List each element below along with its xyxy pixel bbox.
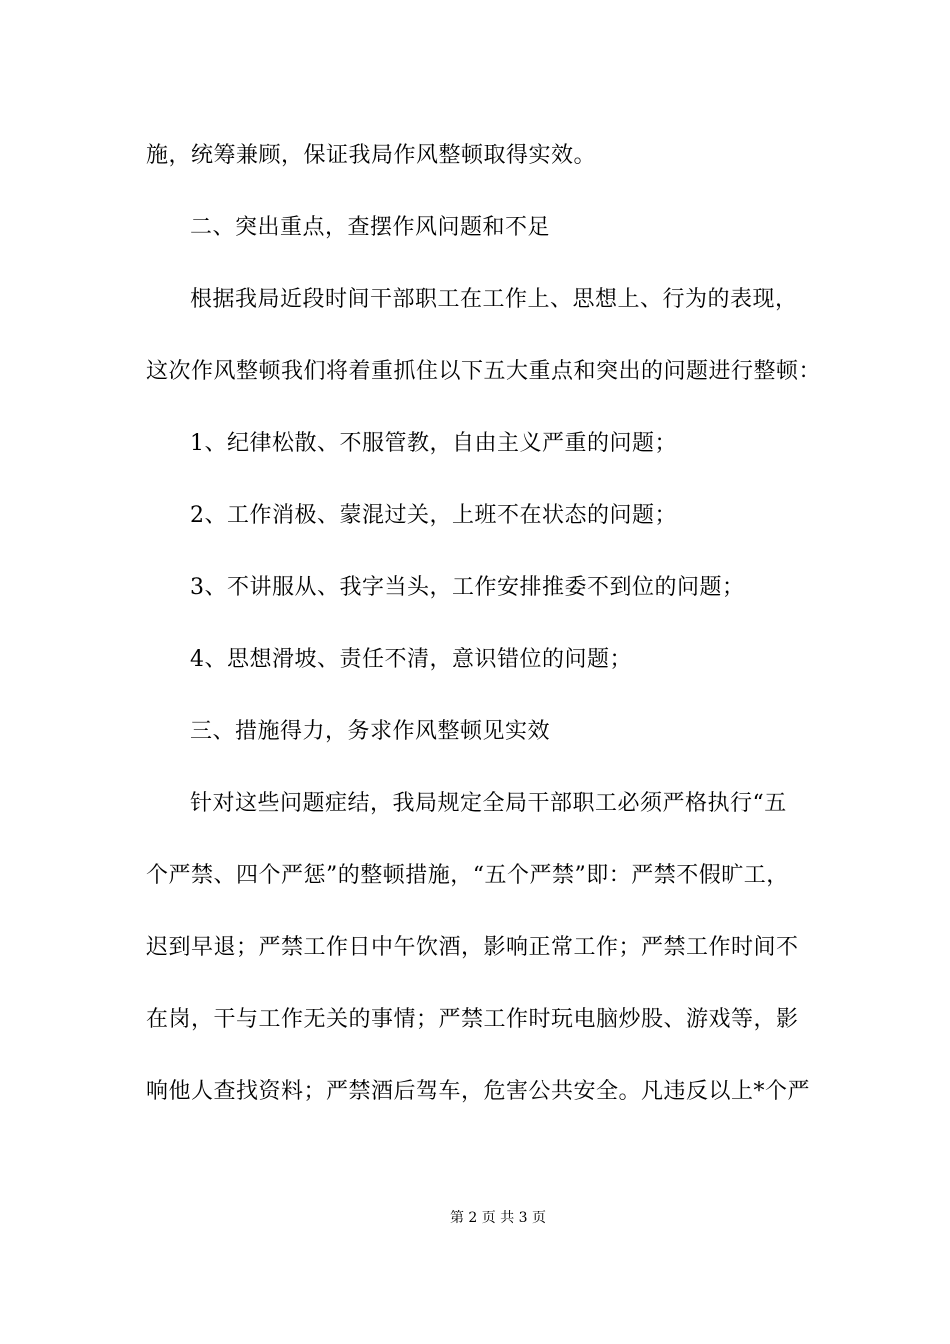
text-line-13: 在岗，干与工作无关的事情；严禁工作时玩电脑炒股、游戏等，影 — [146, 1007, 799, 1032]
text-line-4: 这次作风整顿我们将着重抓住以下五大重点和突出的问题进行整顿： — [146, 359, 822, 384]
page-number: 第 2 页 共 3 页 — [449, 1210, 547, 1226]
list-item-1: 1、纪律松散、不服管教，自由主义严重的问题； — [190, 431, 677, 456]
text-line-10: 针对这些问题症结，我局规定全局干部职工必须严格执行“五 — [190, 791, 787, 816]
list-item-4: 4、思想滑坡、责任不清，意识错位的问题； — [190, 647, 632, 672]
text-line-14: 响他人查找资料；严禁酒后驾车，危害公共安全。凡违反以上*个严 — [146, 1079, 811, 1104]
text-line-3: 根据我局近段时间干部职工在工作上、思想上、行为的表现， — [190, 287, 798, 312]
list-item-3: 3、不讲服从、我字当头，工作安排推委不到位的问题； — [190, 575, 745, 600]
text-line-12: 迟到早退；严禁工作日中午饮酒，影响正常工作；严禁工作时间不 — [146, 935, 799, 960]
text-line-11: 个严禁、四个严惩”的整顿措施，“五个严禁”即：严禁不假旷工， — [146, 863, 789, 888]
section-heading-2: 二、突出重点，查摆作风问题和不足 — [190, 215, 551, 240]
text-line-1: 施，统筹兼顾，保证我局作风整顿取得实效。 — [146, 143, 597, 168]
list-item-2: 2、工作消极、蒙混过关，上班不在状态的问题； — [190, 503, 677, 528]
section-heading-3: 三、措施得力，务求作风整顿见实效 — [190, 719, 551, 744]
